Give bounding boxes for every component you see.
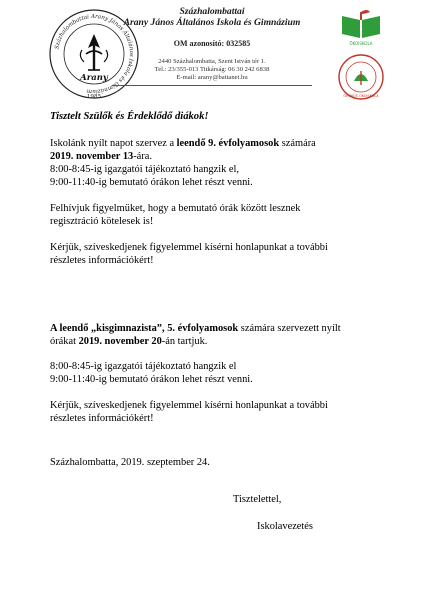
p4-line1 [50, 322, 341, 335]
letter-signature: Iskolavezetés [257, 521, 313, 532]
eco-school-text: ÖKOISKOLA [349, 41, 373, 46]
p3-line1: Kérjük, szíveskedjenek figyelemmel kísérni honlapunkat a további [50, 242, 328, 253]
letter-greeting: Tisztelt Szülők és Érdeklődő diákok! [50, 111, 209, 122]
p4-date-bold: 2019. november 20 [78, 336, 162, 347]
p4-line2 [50, 335, 207, 348]
logo-brand-text: Arany [80, 73, 108, 83]
logo-ring-text: Százhalombattai Arany János Általános Iskola és Gimnázium [54, 13, 135, 95]
school-name-line1: Százhalombattai [179, 6, 245, 17]
p5-line1: 8:00-8:45-ig igazgatói tájékoztató hangzik el [50, 361, 237, 372]
p4-text: -án tartjuk. [161, 336, 208, 347]
p1-text: Iskolánk nyílt napot szervez a [50, 138, 177, 149]
p1-line3: 8:00-8:45-ig igazgatói tájékoztató hangzik el, [50, 164, 239, 175]
p4-grade-bold: A leendő „kisgimnazista”, 5. évfolyamosok [50, 323, 239, 334]
p1-line2 [50, 150, 152, 163]
p1-text: -ára. [133, 151, 152, 162]
p2-line2: regisztráció kötelesek is! [50, 216, 154, 227]
school-phone: Tel.: 23/355-013 Titkárság: 06 30 242 6838 [154, 66, 270, 73]
school-address: 2440 Százhalombatta, Szent István tér 1. [158, 58, 266, 65]
header-divider [112, 85, 312, 86]
school-name-line2: Arany János Általános Iskola és Gimnázium [123, 17, 301, 28]
p3-line2: részletes információkért! [50, 255, 154, 266]
p5-line2: 9:00-11:40-ig bemutató órákon lehet részt venni. [50, 374, 253, 385]
p1-text: számára [279, 138, 316, 149]
p6-line1: Kérjük, szíveskedjenek figyelemmel kísérni honlapunkat a további [50, 400, 328, 411]
eternal-eco-school-text: ÖRÖKÖS ÖKOISKOLA [343, 94, 379, 98]
p1-line1 [50, 137, 316, 150]
school-email: E-mail: arany@battanet.hu [176, 74, 248, 81]
p4-text: órákat [50, 336, 79, 347]
p6-line2: részletes információkért! [50, 413, 154, 424]
letter-closing: Tisztelettel, [233, 494, 282, 505]
p2-line1: Felhívjuk figyelmüket, hogy a bemutató órák között lesznek [50, 203, 301, 214]
p1-date-bold: 2019. november 13 [50, 151, 134, 162]
letter-date: Százhalombatta, 2019. szeptember 24. [50, 457, 210, 468]
om-id: OM azonosító: 032585 [173, 39, 251, 48]
p1-grade-bold: leendő 9. évfolyamosok [176, 138, 280, 149]
logo-year-text: 1985 [86, 94, 102, 100]
p4-text: számára szervezett nyílt [238, 323, 341, 334]
p1-line4: 9:00-11:40-ig bemutató órákon lehet részt venni. [50, 177, 253, 188]
